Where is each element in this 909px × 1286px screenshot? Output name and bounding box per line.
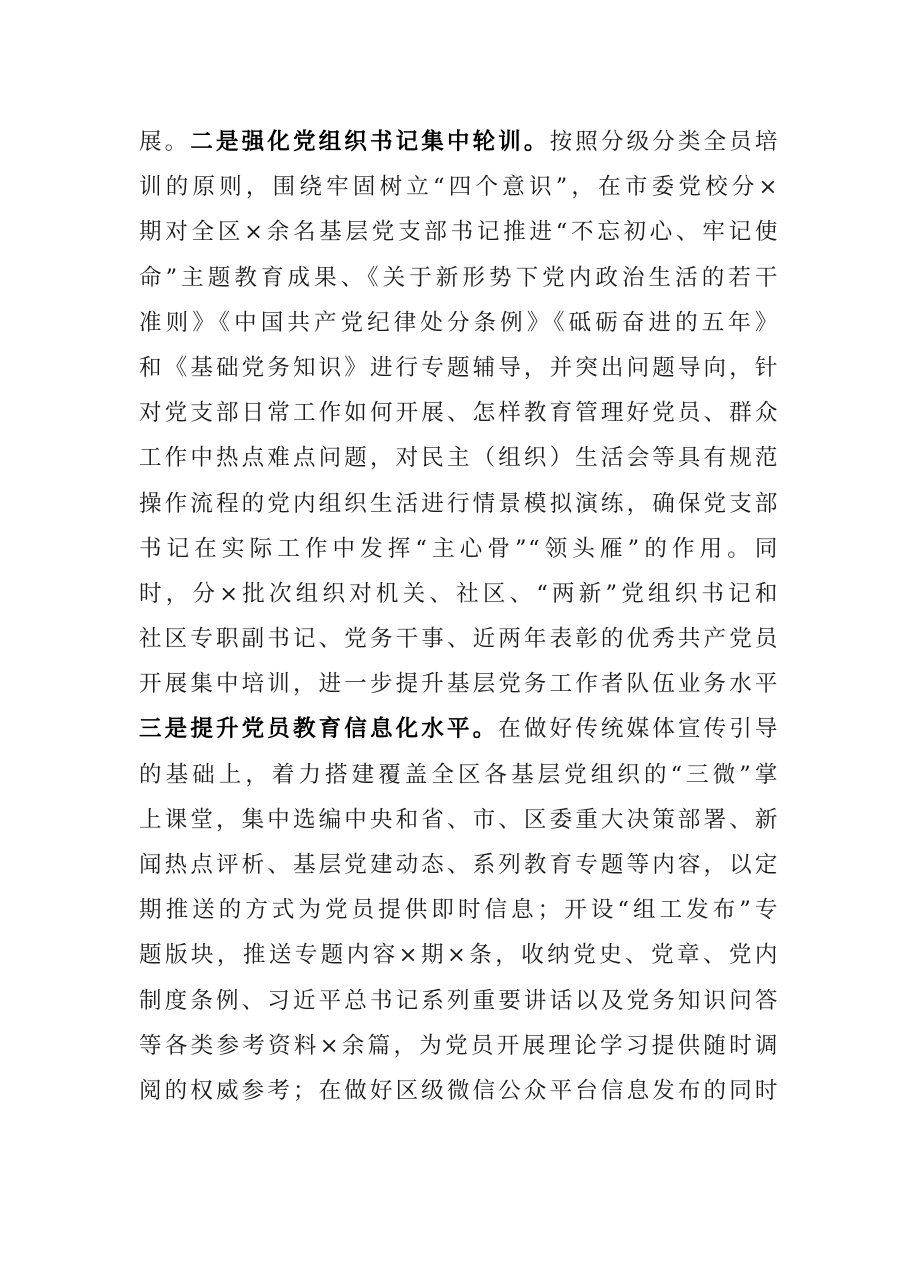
text-line bbox=[139, 798, 779, 843]
document-body bbox=[139, 120, 779, 1114]
body-text: 训的原则，围绕牢固树立“四个意识”，在市委党校分× bbox=[139, 174, 779, 201]
text-line bbox=[139, 1069, 779, 1114]
body-text: 对党支部日常工作如何开展、怎样教育管理好党员、群众 bbox=[139, 400, 779, 427]
body-text: 书记在实际工作中发挥“主心骨”“领头雁”的作用。同 bbox=[139, 535, 779, 562]
text-line bbox=[139, 120, 779, 165]
body-text: 闻热点评析、基层党建动态、系列教育专题等内容，以定 bbox=[139, 852, 779, 878]
body-text: 工作中热点难点问题，对民主（组织）生活会等具有规范 bbox=[139, 445, 779, 472]
bold-heading-text: 三是提升党员教育信息化水平。 bbox=[139, 716, 499, 743]
text-line bbox=[139, 933, 779, 978]
body-text: 开展集中培训，进一步提升基层党务工作者队伍业务水平 bbox=[139, 671, 779, 698]
text-line bbox=[139, 165, 779, 210]
text-line bbox=[139, 256, 779, 301]
body-text: 等各类参考资料×余篇，为党员开展理论学习提供随时调 bbox=[139, 1032, 779, 1059]
body-text: 展。 bbox=[139, 129, 191, 155]
text-line bbox=[139, 979, 779, 1024]
body-text: 期对全区×余名基层党支部书记推进“不忘初心、牢记使 bbox=[139, 219, 779, 246]
body-text: 操作流程的党内组织生活进行情景模拟演练，确保党支部 bbox=[139, 490, 779, 517]
body-text: 命”主题教育成果、《关于新形势下党内政治生活的若干 bbox=[139, 264, 779, 291]
body-text: 按照分级分类全员培 bbox=[549, 129, 780, 155]
body-text: 阅的权威参考；在做好区级微信公众平台信息发布的同时 bbox=[139, 1077, 779, 1104]
body-text: 制度条例、习近平总书记系列重要讲话以及党务知识问答 bbox=[139, 987, 779, 1014]
text-line bbox=[139, 843, 779, 888]
body-text: 期推送的方式为党员提供即时信息；开设“组工发布”专 bbox=[139, 897, 779, 924]
body-text: 题版块，推送专题内容×期×条，收纳党史、党章、党内 bbox=[139, 942, 779, 969]
text-line bbox=[139, 527, 779, 572]
text-line bbox=[139, 210, 779, 255]
bold-heading-text: 二是强化党组织书记集中轮训。 bbox=[190, 129, 550, 155]
text-line bbox=[139, 662, 779, 707]
body-text: 和《基础党务知识》进行专题辅导，并突出问题导向，针 bbox=[139, 354, 779, 381]
text-line bbox=[139, 617, 779, 662]
body-text: 在做好传统媒体宣传引导 bbox=[498, 716, 780, 743]
body-text: 时，分×批次组织对机关、社区、“两新”党组织书记和 bbox=[139, 580, 779, 607]
text-line bbox=[139, 572, 779, 617]
text-line bbox=[139, 391, 779, 436]
text-line bbox=[139, 482, 779, 527]
body-text: 准则》《中国共产党纪律处分条例》《砥砺奋进的五年》 bbox=[139, 309, 779, 336]
text-line bbox=[139, 346, 779, 391]
text-line bbox=[139, 301, 779, 346]
body-text: 上课堂，集中选编中央和省、市、区委重大决策部署、新 bbox=[139, 806, 779, 833]
text-line bbox=[139, 707, 779, 752]
text-line bbox=[139, 1024, 779, 1069]
body-text: 社区专职副书记、党务干事、近两年表彰的优秀共产党员 bbox=[139, 626, 779, 653]
text-line bbox=[139, 888, 779, 933]
body-text: 的基础上，着力搭建覆盖全区各基层党组织的“三微”掌 bbox=[139, 761, 779, 788]
text-line bbox=[139, 436, 779, 481]
text-line bbox=[139, 753, 779, 798]
